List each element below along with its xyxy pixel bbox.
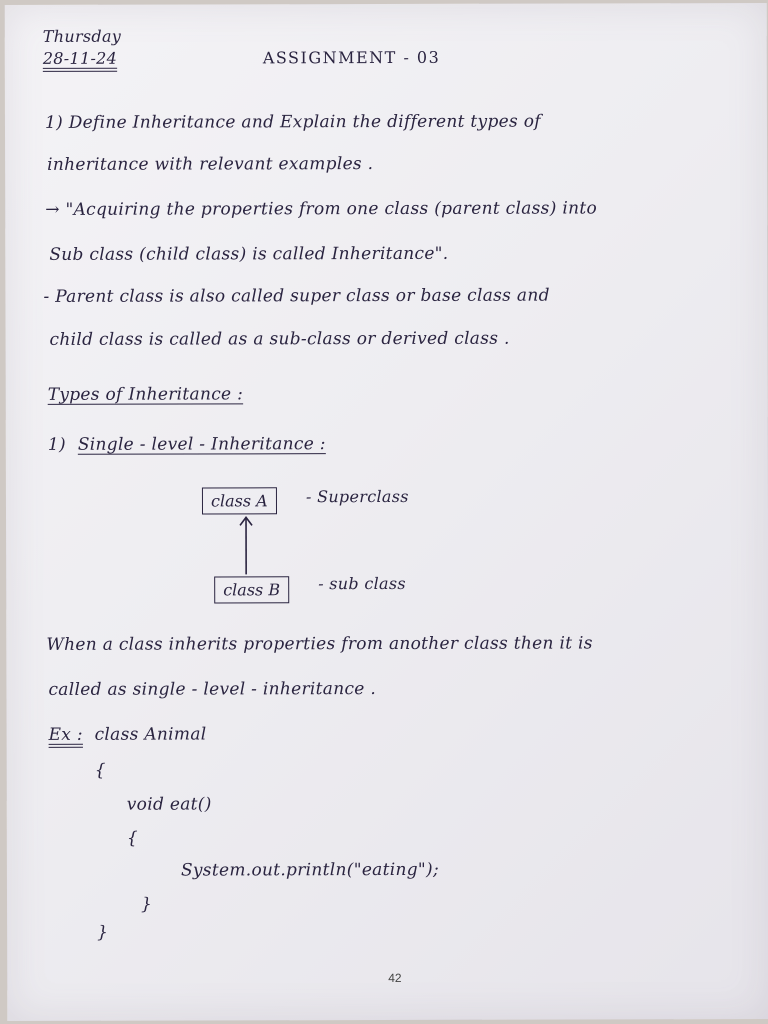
question-line-1: 1) Define Inheritance and Explain the different types of — [44, 111, 541, 133]
single-heading: Single - level - Inheritance : — [77, 434, 326, 455]
code-line-1: class Animal — [94, 724, 207, 745]
header-date: 28-11-24 — [42, 48, 118, 68]
subclass-label: - sub class — [318, 573, 406, 594]
code-line-7: } — [97, 922, 109, 943]
code-line-2: { — [94, 760, 106, 781]
header-day: Thursday — [42, 26, 122, 46]
single-heading-number: 1) — [47, 434, 66, 455]
code-line-5: System.out.println("eating"); — [180, 859, 440, 881]
class-a-box: class A — [202, 487, 277, 514]
answer-line-1: → "Acquiring the properties from one class (parent class) into — [45, 198, 598, 220]
class-b-box: class B — [214, 576, 289, 603]
code-line-6: } — [141, 894, 153, 915]
question-line-2: inheritance with relevant examples . — [47, 154, 374, 175]
page-title: ASSIGNMENT - 03 — [262, 47, 441, 68]
superclass-label: - Superclass — [305, 486, 409, 507]
code-line-3: void eat() — [126, 794, 212, 815]
answer-line-2: Sub class (child class) is called Inheritance". — [49, 243, 449, 265]
inheritance-arrow — [236, 514, 256, 576]
answer-line-4: child class is called as a sub-class or derived class . — [49, 328, 510, 350]
types-heading: Types of Inheritance : — [47, 384, 244, 405]
example-label: Ex : — [48, 724, 83, 745]
notebook-page — [5, 3, 768, 1021]
single-desc-line-2: called as single - level - inheritance . — [48, 679, 377, 700]
single-desc-line-1: When a class inherits properties from another class then it is — [46, 633, 593, 655]
page-number: 42 — [388, 970, 402, 985]
code-line-4: { — [126, 828, 139, 849]
answer-line-3: - Parent class is also called super class or base class and — [43, 285, 550, 307]
